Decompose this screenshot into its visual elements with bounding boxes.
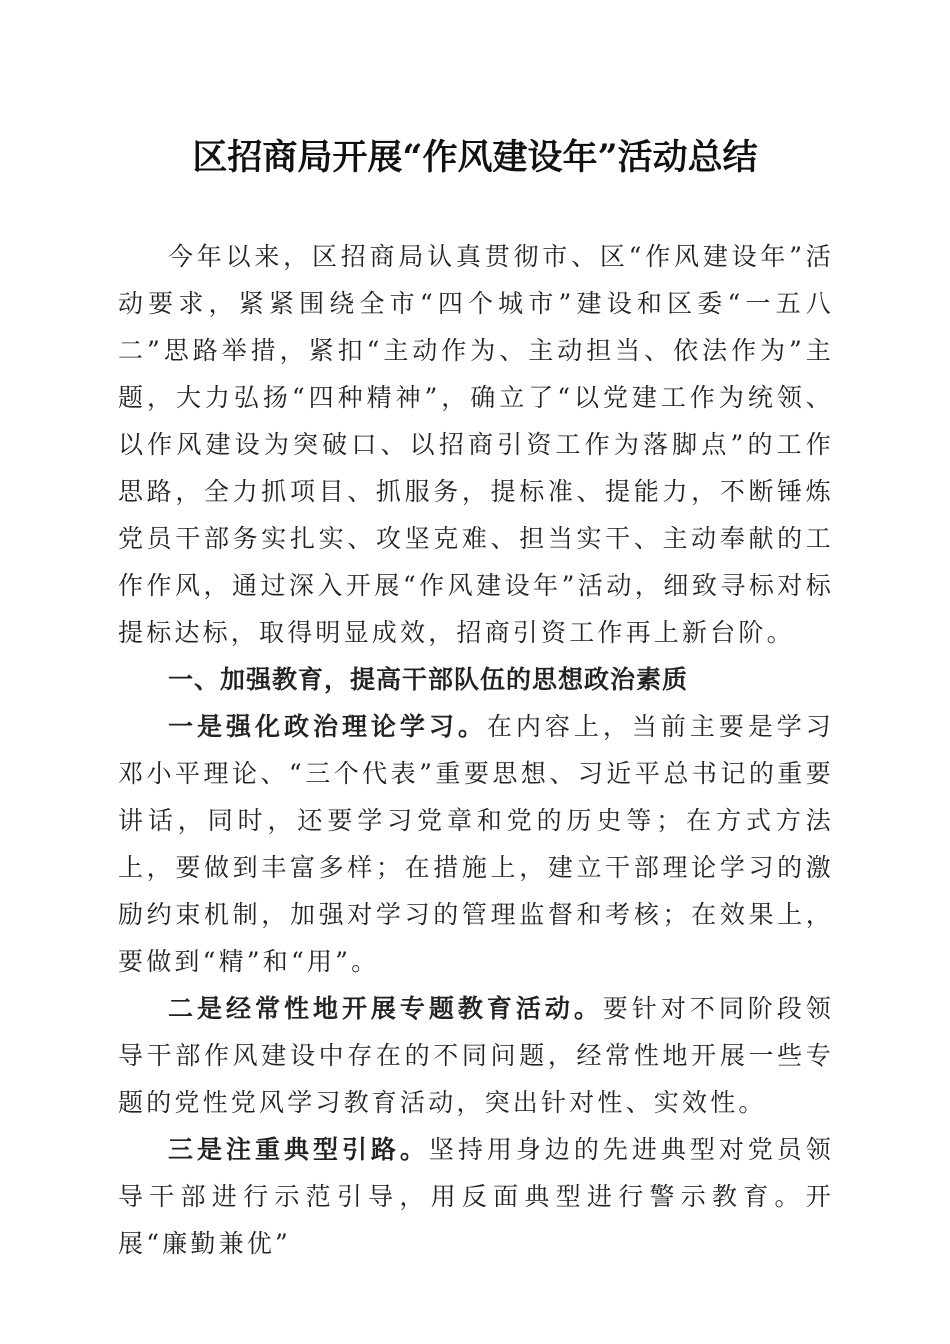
item-2-lead: 二是经常性地开展专题教育活动。 bbox=[168, 994, 603, 1023]
document-title: 区招商局开展“作风建设年”活动总结 bbox=[192, 137, 758, 178]
item-2-text: 要针对不同阶段领导干部作风建设中存在的不同问题，经常性地开展一些专题的党性党风学习教育活动，突出针对性、实效性。 bbox=[118, 994, 834, 1117]
item-3-text: 坚持用身边的先进典型对党员领导干部进行示范引导，用反面典型进行警示教育。开展“廉勤兼优” bbox=[118, 1135, 834, 1258]
item-3-lead: 三是注重典型引路。 bbox=[168, 1135, 429, 1164]
item-1-text: 在内容上，当前主要是学习邓小平理论、“三个代表”重要思想、习近平总书记的重要讲话，同时，还要学习党章和党的历史等；在方式方法上，要做到丰富多样；在措施上，建立干部理论学习的激励约束机制，加强对学习的管理监督和考核；在效果上，要做到“精”和“用”。 bbox=[118, 712, 835, 976]
document-body bbox=[118, 233, 834, 1267]
item-1-lead: 一是强化政治理论学习。 bbox=[168, 712, 487, 741]
item-2-paragraph bbox=[118, 985, 834, 1126]
section-heading: 一、加强教育，提高干部队伍的思想政治素质 bbox=[168, 665, 689, 694]
item-1-paragraph bbox=[118, 703, 834, 985]
intro-paragraph: 今年以来，区招商局认真贯彻市、区“作风建设年”活动要求，紧紧围绕全市“四个城市”建设和区委“一五八二”思路举措，紧扣“主动作为、主动担当、依法作为”主题，大力弘扬“四种精神”，确立了“以党建工作为统领、以作风建设为突破口、以招商引资工作为落脚点”的工作思路，全力抓项目、抓服务，提标准、提能力，不断锤炼党员干部务实扎实、攻坚克难、担当实干、主动奉献的工作作风，通过深入开展“作风建设年”活动，细致寻标对标提标达标，取得明显成效，招商引资工作再上新台阶。 bbox=[118, 242, 834, 647]
item-3-paragraph bbox=[118, 1126, 834, 1267]
